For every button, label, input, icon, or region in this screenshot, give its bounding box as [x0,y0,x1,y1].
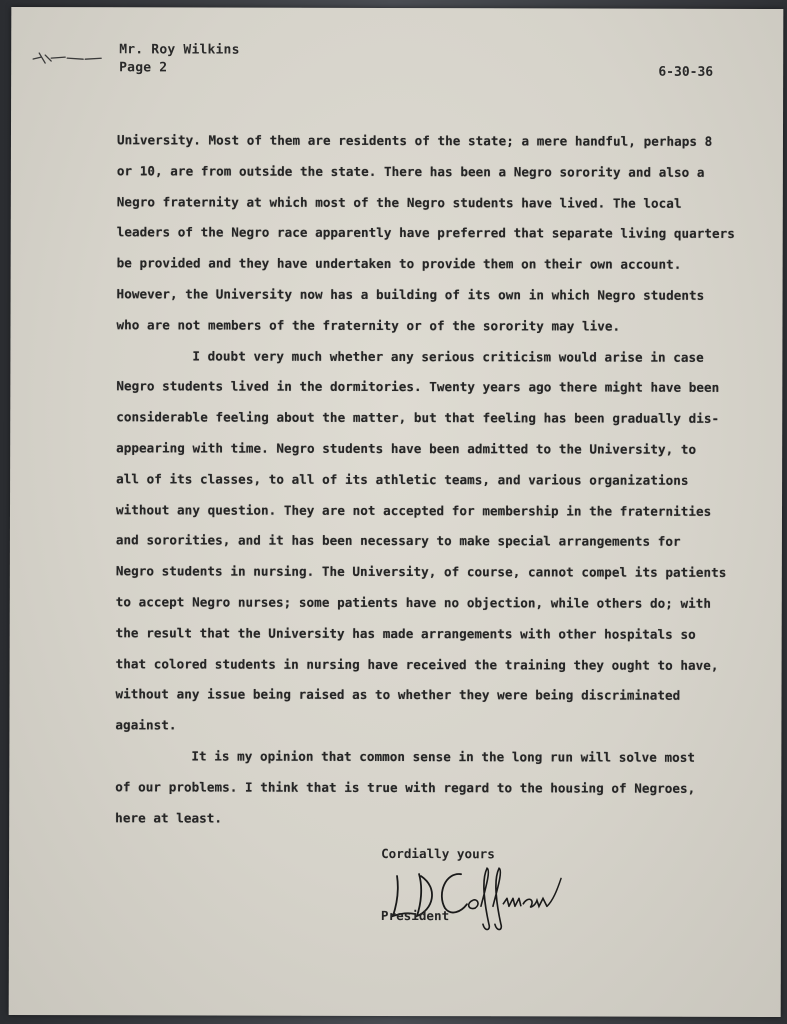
body-line: without any issue being raised as to whether they were being discriminated [115,686,681,704]
body-line: and sororities, and it has been necessary to make special arrangements for [115,532,681,550]
body-line: all of its classes, to all of its athletic teams, and various organizations [116,471,689,488]
body-line: Negro students lived in the dormitories. Twenty years ago there might have been [116,378,720,396]
body-line: who are not members of the fraternity or of the sorority may live. [116,317,621,334]
signature-icon [389,860,569,940]
letter-body [115,125,757,835]
body-line: Negro students in nursing. The University, of course, cannot compel its patients [115,563,727,581]
margin-scribble-icon [31,47,103,69]
handwritten-signature [389,860,569,940]
body-line: considerable feeling about the matter, but that feeling has been gradually dis- [116,409,720,427]
signer-title: President [380,907,450,924]
body-line: I doubt very much whether any serious criticism would arise in case [192,348,704,365]
letter-page [9,7,784,1017]
body-line: University. Most of them are residents of the state; a mere handful, perhaps 8 [116,132,713,149]
letter-date: 6-30-36 [658,64,714,80]
body-line: However, the University now has a building of its own in which Negro students [116,286,705,303]
body-line: to accept Negro nurses; some patients have no objection, while others do; with [115,594,712,611]
page-number: Page 2 [119,60,168,76]
closing-phrase: Cordially yours [381,845,495,862]
body-line: It is my opinion that common sense in the long run will solve most [191,748,696,765]
body-line: of our problems. I think that is true with regard to the housing of Negroes, [115,779,696,796]
body-line: Negro fraternity at which most of the Negro students have lived. The local [116,193,682,211]
body-line: that colored students in nursing have received the training they ought to have, [115,655,719,673]
body-line: the result that the University has made arrangements with other hospitals so [115,625,696,642]
body-line: or 10, are from outside the state. There has been a Negro sorority and also a [116,163,705,180]
body-line: appearing with time. Negro students have been admitted to the University, to [116,440,697,457]
body-line: against. [115,717,177,733]
body-line: leaders of the Negro race apparently have preferred that separate living quarters [116,224,735,242]
body-line: be provided and they have undertaken to provide them on their own account. [116,255,682,272]
body-line: here at least. [115,809,223,826]
letter-header [119,41,240,77]
recipient-name: Mr. Roy Wilkins [119,42,240,58]
body-line: without any question. They are not accepted for membership in the fraternities [115,501,712,519]
